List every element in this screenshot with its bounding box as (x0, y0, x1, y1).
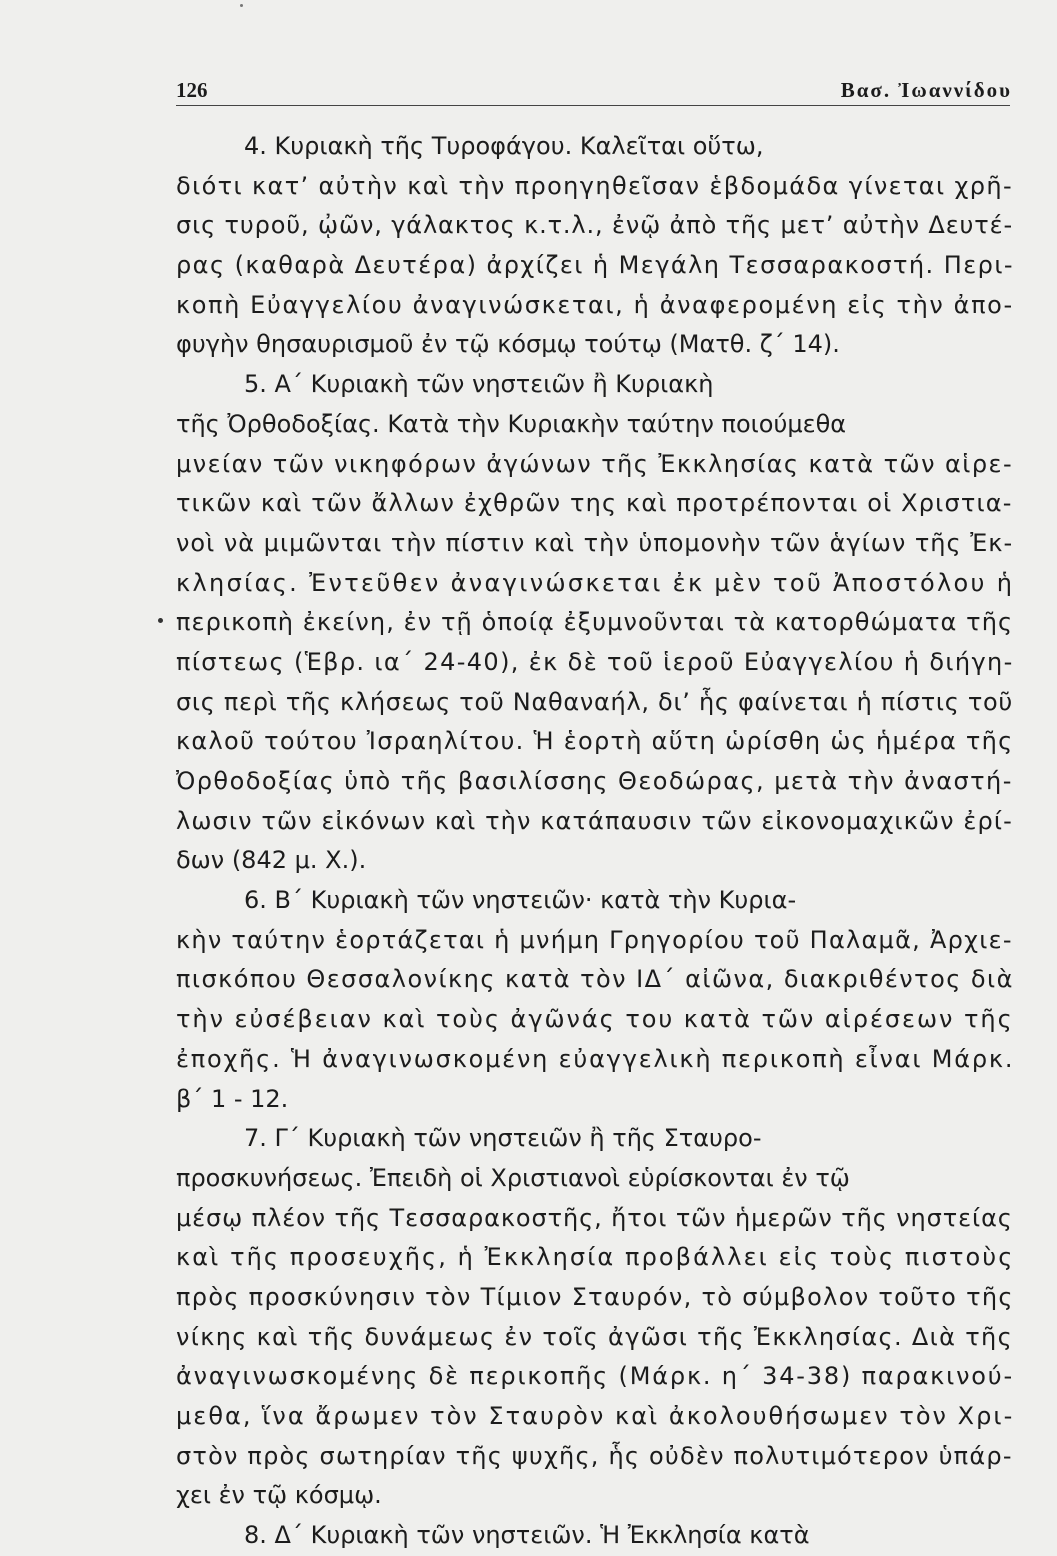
text-line: μεθα, ἵνα ἄρωμεν τὸν Σταυρὸν καὶ ἀκολουθήσωμεν τὸν Χρι- (176, 1402, 1015, 1430)
text-line: πισκόπου Θεσσαλονίκης κατὰ τὸν ΙΔ΄ αἰῶνα, διακριθέντος διὰ (176, 965, 1014, 994)
text-line: στὸν πρὸς σωτηρίαν τῆς ψυχῆς, ἧς οὐδὲν πολυτιμότερον ὑπάρ- (176, 1441, 1013, 1470)
text-line: χει ἐν τῷ κόσμῳ. (176, 1481, 382, 1510)
text-line: προσκυνήσεως. Ἐπειδὴ οἱ Χριστιανοὶ εὑρίσκονται ἐν τῷ (176, 1163, 850, 1192)
print-speck (240, 4, 243, 7)
text-line: τικῶν καὶ τῶν ἄλλων ἐχθρῶν της καὶ προτρέπονται οἱ Χριστια- (176, 489, 1013, 518)
text-line: μνείαν τῶν νικηφόρων ἀγώνων τῆς Ἐκκλησίας κατὰ τῶν αἱρε- (176, 449, 1014, 478)
text-line: ἀναγινωσκομένης δὲ περικοπῆς (Μάρκ. η΄ 34-38) παρακινού- (176, 1362, 1014, 1391)
text-line: διότι κατ’ αὐτὴν καὶ τὴν προηγηθεῖσαν ἑβδομάδα γίνεται χρῆ- (176, 171, 1013, 200)
text-line: περικοπὴ ἐκείνη, ἐν τῇ ὁποίᾳ ἐξυμνοῦνται τὰ κατορθώματα τῆς (176, 608, 1014, 637)
header-rule (176, 105, 1010, 106)
text-line: καὶ τῆς προσευχῆς, ἡ Ἐκκλησία προβάλλει εἰς τοὺς πιστοὺς (176, 1243, 1015, 1272)
text-line: β΄ 1 - 12. (176, 1084, 289, 1113)
page-header (176, 70, 1012, 106)
text-line: καλοῦ τούτου Ἰσραηλίτου. Ἡ ἑορτὴ αὕτη ὡρίσθη ὡς ἡμέρα τῆς (176, 727, 1014, 756)
text-line: σις τυροῦ, ᾠῶν, γάλακτος κ.τ.λ., ἐνῷ ἀπὸ τῆς μετ’ αὐτὴν Δευτέ- (176, 211, 1013, 240)
margin-mark (158, 618, 163, 623)
text-line: ἐποχῆς. Ἡ ἀναγινωσκομένη εὐαγγελικὴ περικοπὴ εἶναι Μάρκ. (176, 1044, 1015, 1073)
text-line: φυγὴν θησαυρισμοῦ ἐν τῷ κόσμῳ τούτῳ (Ματθ. ζ΄ 14). (176, 330, 840, 359)
text-line: πίστεως (Ἑβρ. ια΄ 24-40), ἐκ δὲ τοῦ ἱεροῦ Εὐαγγελίου ἡ διήγη- (176, 647, 1014, 676)
text-line: ρας (καθαρὰ Δευτέρα) ἀρχίζει ἡ Μεγάλη Τεσσαρακοστή. Περι- (176, 251, 1015, 280)
text-line: κὴν ταύτην ἑορτάζεται ἡ μνήμη Γρηγορίου τοῦ Παλαμᾶ, Ἀρχιε- (176, 925, 1013, 954)
text-line: πρὸς προσκύνησιν τὸν Τίμιον Σταυρόν, τὸ σύμβολον τοῦτο τῆς (176, 1282, 1014, 1311)
text-line: κοπὴ Εὐαγγελίου ἀναγινώσκεται, ἡ ἀναφερομένη εἰς τὴν ἀπο- (176, 290, 1014, 319)
text-line: 8. Δ΄ Κυριακὴ τῶν νηστειῶν. Ἡ Ἐκκλησία κατὰ (244, 1521, 810, 1550)
text-line: μέσῳ πλέον τῆς Τεσσαρακοστῆς, ἤτοι τῶν ἡμερῶν τῆς νηστείας (176, 1203, 1013, 1232)
text-line: λωσιν τῶν εἰκόνων καὶ τὴν κατάπαυσιν τῶν εἰκονομαχικῶν ἐρί- (176, 806, 1013, 835)
text-line: νοὶ νὰ μιμῶνται τὴν πίστιν καὶ τὴν ὑπομονὴν τῶν ἁγίων τῆς Ἐκ- (176, 528, 1014, 557)
text-line: τὴν εὐσέβειαν καὶ τοὺς ἀγῶνάς του κατὰ τῶν αἱρέσεων τῆς (176, 1005, 1014, 1034)
running-head: Βασ. Ἰωαννίδου (840, 78, 1012, 102)
body-text (176, 127, 1015, 1556)
text-line: 5. Α΄ Κυριακὴ τῶν νηστειῶν ἢ Κυριακὴ (244, 370, 714, 399)
text-line: νίκης καὶ τῆς δυνάμεως ἐν τοῖς ἀγῶσι τῆς Ἐκκλησίας. Διὰ τῆς (176, 1322, 1014, 1351)
text-line: Ὀρθοδοξίας ὑπὸ τῆς βασιλίσσης Θεοδώρας, μετὰ τὴν ἀναστή- (176, 767, 1013, 795)
page-number: 126 (176, 78, 208, 102)
text-line: δων (842 μ. Χ.). (176, 846, 367, 875)
text-line: 4. Κυριακὴ τῆς Τυροφάγου. Καλεῖται οὕτω, (244, 132, 764, 160)
text-line: 6. Β΄ Κυριακὴ τῶν νηστειῶν· κατὰ τὴν Κυρια- (244, 886, 797, 915)
text-line: κλησίας. Ἐντεῦθεν ἀναγινώσκεται ἐκ μὲν τοῦ Ἀποστόλου ἡ (176, 568, 1015, 597)
text-line: σις περὶ τῆς κλήσεως τοῦ Ναθαναήλ, δι’ ἧς φαίνεται ἡ πίστις τοῦ (176, 687, 1014, 716)
text-line: τῆς Ὀρθοδοξίας. Κατὰ τὴν Κυριακὴν ταύτην ποιούμεθα (176, 409, 847, 438)
text-line: 7. Γ΄ Κυριακὴ τῶν νηστειῶν ἢ τῆς Σταυρο- (244, 1124, 762, 1153)
